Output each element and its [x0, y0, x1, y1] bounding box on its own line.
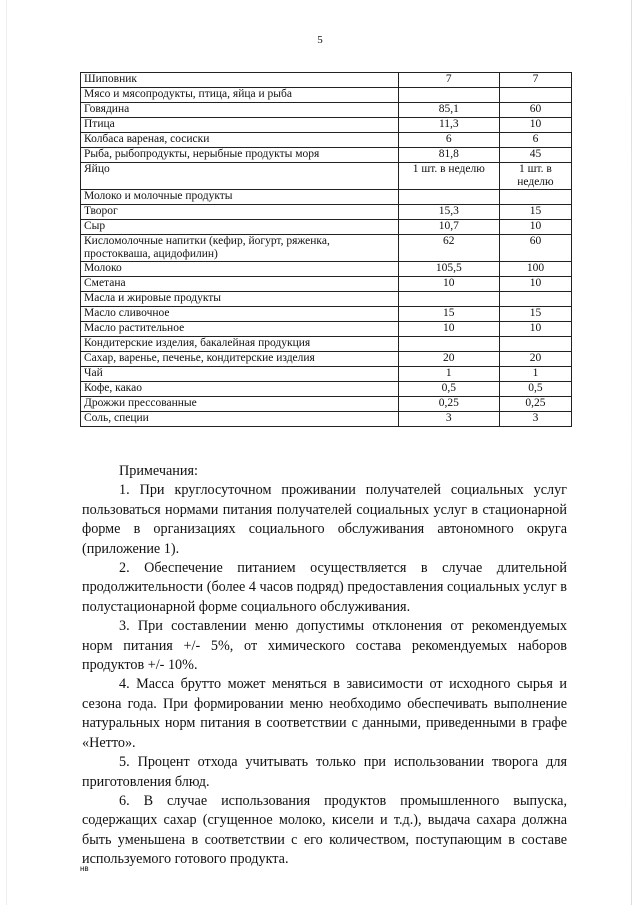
- table-cell-v1: 1: [398, 367, 499, 382]
- table-cell-name: Кофе, какао: [81, 382, 399, 397]
- table-cell-v1: 10: [398, 322, 499, 337]
- table-cell-v1: 6: [398, 133, 499, 148]
- table-cell-name: Колбаса вареная, сосиски: [81, 133, 399, 148]
- table-cell-name: Птица: [81, 118, 399, 133]
- table-cell-name: Масла и жировые продукты: [81, 292, 399, 307]
- table-cell-name: Масло сливочное: [81, 307, 399, 322]
- table-cell-name: Дрожжи прессованные: [81, 397, 399, 412]
- table-row: [81, 277, 572, 292]
- table-cell-v1: 11,3: [398, 118, 499, 133]
- table-cell-v2: 60: [499, 235, 571, 262]
- table-cell-v1: [398, 292, 499, 307]
- table-cell-v1: 15,3: [398, 205, 499, 220]
- scan-edge-left: [6, 0, 7, 905]
- table-cell-name: Мясо и мясопродукты, птица, яйца и рыба: [81, 88, 399, 103]
- table-cell-v2: 100: [499, 262, 571, 277]
- scan-edge-right: [631, 0, 632, 905]
- note-item: 1. При круглосуточном проживании получателей социальных услуг пользоваться нормами питания получателей социальных услуг в стационарной форме в организациях социального обслуживания автономного округа (приложение 1).: [82, 482, 567, 557]
- table-cell-v2: 15: [499, 205, 571, 220]
- table-cell-v1: 3: [398, 412, 499, 427]
- table-cell-name: Молоко: [81, 262, 399, 277]
- page-number: 5: [317, 34, 323, 46]
- table-cell-v2: 10: [499, 277, 571, 292]
- table-row: [81, 352, 572, 367]
- table-row: [81, 103, 572, 118]
- table-row: [81, 133, 572, 148]
- food-norms-table: [80, 72, 572, 427]
- table-row: [81, 382, 572, 397]
- table-cell-name: Сыр: [81, 220, 399, 235]
- table-cell-v2: 60: [499, 103, 571, 118]
- table-row: [81, 307, 572, 322]
- table-row: [81, 397, 572, 412]
- table-cell-name: Шиповник: [81, 73, 399, 88]
- table-row: [81, 73, 572, 88]
- note-item: 5. Процент отхода учитывать только при использовании творога для приготовления блюд.: [82, 754, 567, 790]
- table-cell-name: Сметана: [81, 277, 399, 292]
- table-row: [81, 205, 572, 220]
- table-cell-v1: [398, 337, 499, 352]
- note-item: 6. В случае использования продуктов промышленного выпуска, содержащих сахар (сгущенное молоко, кисели и т.д.), выдача сахара должна быть уменьшена в соответствии с его количеством, поступающим в составе используемого готового продукта.: [82, 792, 567, 868]
- table-cell-v1: 20: [398, 352, 499, 367]
- table-cell-v2: 0,25: [499, 397, 571, 412]
- table-cell-v1: 1 шт. в неделю: [398, 163, 499, 190]
- table-row: [81, 292, 572, 307]
- table-row: [81, 163, 572, 190]
- table-cell-v2: 20: [499, 352, 571, 367]
- note-item: 3. При составлении меню допустимы отклонения от рекомендуемых норм питания +/- 5%, от химического состава рекомендуемых наборов продуктов +/- 10%.: [82, 618, 567, 674]
- note-item: 2. Обеспечение питанием осуществляется в случае длительной продолжительности (более 4 часов подряд) предоставления социальных услуг в полустационарной форме социального обслуживания.: [82, 560, 567, 615]
- table-cell-v1: 15: [398, 307, 499, 322]
- table-cell-v1: 10: [398, 277, 499, 292]
- table-cell-name: Творог: [81, 205, 399, 220]
- table-cell-v1: 10,7: [398, 220, 499, 235]
- notes-title: Примечания:: [119, 463, 198, 479]
- table-row: [81, 322, 572, 337]
- table-cell-name: Рыба, рыбопродукты, нерыбные продукты моря: [81, 148, 399, 163]
- table-row: [81, 190, 572, 205]
- table-cell-v2: 3: [499, 412, 571, 427]
- table-row: [81, 412, 572, 427]
- table-cell-name: Говядина: [81, 103, 399, 118]
- table-cell-v2: [499, 337, 571, 352]
- note-item: 4. Масса брутто может меняться в зависимости от исходного сырья и сезона года. При формировании меню необходимо обеспечивать выполнение натуральных норм питания в соответствии с данными, приведенными в графе «Нетто».: [82, 676, 567, 751]
- table-cell-v1: 81,8: [398, 148, 499, 163]
- table-cell-v2: 10: [499, 220, 571, 235]
- table-cell-v2: 7: [499, 73, 571, 88]
- table-cell-name: Соль, специи: [81, 412, 399, 427]
- table-row: [81, 262, 572, 277]
- table-row: [81, 235, 572, 262]
- footer-mark: нв: [80, 864, 89, 873]
- table-row: [81, 220, 572, 235]
- table-row: [81, 148, 572, 163]
- table-cell-name: Масло растительное: [81, 322, 399, 337]
- table-cell-name: Кондитерские изделия, бакалейная продукция: [81, 337, 399, 352]
- table-cell-v1: [398, 88, 499, 103]
- table-row: [81, 337, 572, 352]
- table-cell-name: Сахар, варенье, печенье, кондитерские изделия: [81, 352, 399, 367]
- table-cell-name: Чай: [81, 367, 399, 382]
- table-row: [81, 118, 572, 133]
- table-cell-v2: 1 шт. в неделю: [499, 163, 571, 190]
- table-cell-v2: [499, 292, 571, 307]
- table-cell-v1: 105,5: [398, 262, 499, 277]
- table-cell-v2: 10: [499, 118, 571, 133]
- table-cell-v2: 45: [499, 148, 571, 163]
- table-cell-v2: 10: [499, 322, 571, 337]
- table-cell-v1: 0,25: [398, 397, 499, 412]
- table-cell-v1: 7: [398, 73, 499, 88]
- table-cell-v1: 0,5: [398, 382, 499, 397]
- table-cell-v1: [398, 190, 499, 205]
- table-cell-v1: 62: [398, 235, 499, 262]
- table-cell-v1: 85,1: [398, 103, 499, 118]
- table-cell-v2: 6: [499, 133, 571, 148]
- table-cell-name: Молоко и молочные продукты: [81, 190, 399, 205]
- table-body: [81, 73, 572, 427]
- notes-section: [82, 462, 567, 870]
- table-row: [81, 88, 572, 103]
- table-cell-v2: 1: [499, 367, 571, 382]
- table-row: [81, 367, 572, 382]
- table-cell-name: Яйцо: [81, 163, 399, 190]
- table-cell-v2: 0,5: [499, 382, 571, 397]
- table-cell-v2: [499, 88, 571, 103]
- table-cell-name: Кисломолочные напитки (кефир, йогурт, ряженка, простокваша, ацидофилин): [81, 235, 399, 262]
- table-cell-v2: 15: [499, 307, 571, 322]
- table-cell-v2: [499, 190, 571, 205]
